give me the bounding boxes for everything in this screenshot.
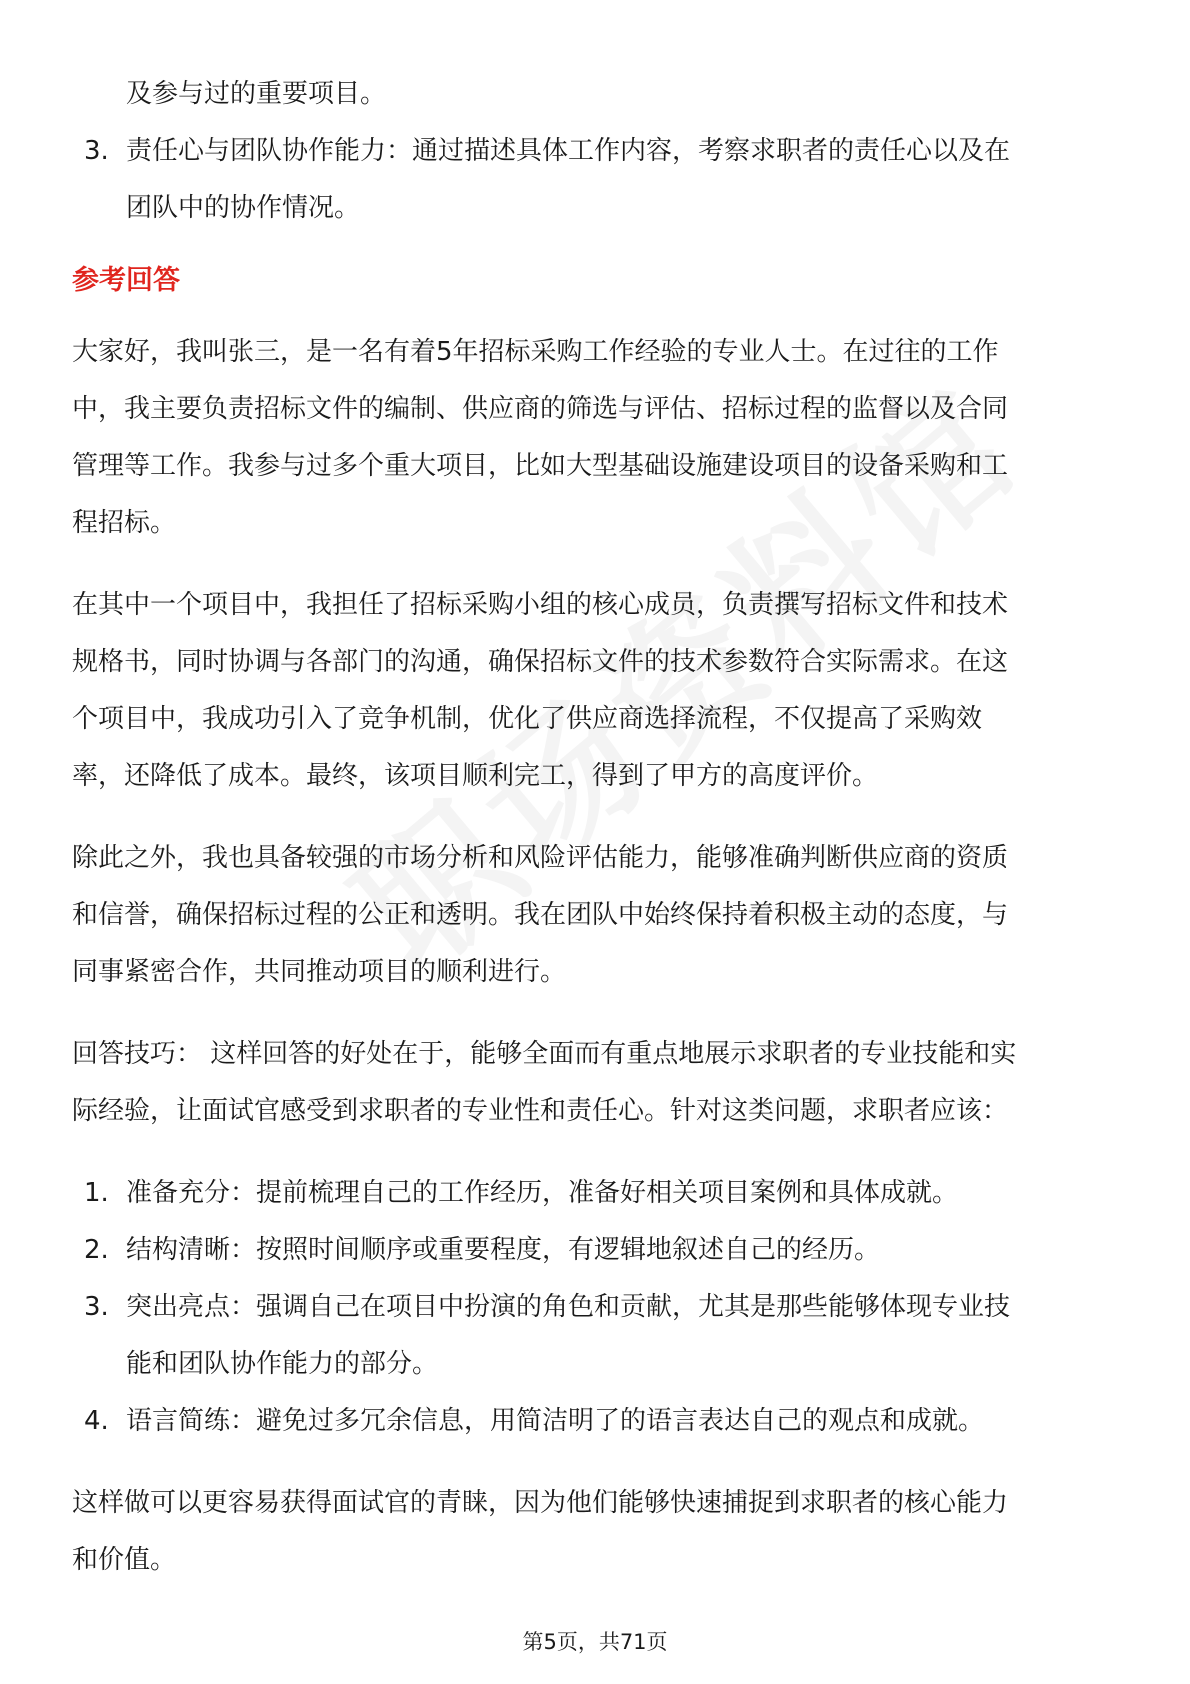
list-number: 3. (84, 136, 109, 166)
paragraph-line: 管理等工作。我参与过多个重大项目，比如大型基础设施建设项目的设备采购和工 (72, 451, 1009, 481)
paragraph-line: 中，我主要负责招标文件的编制、供应商的筛选与评估、招标过程的监督以及合同 (72, 394, 1009, 424)
list-item (72, 1279, 1122, 1393)
list-number: 1. (84, 1178, 109, 1208)
list-item (72, 1165, 1122, 1222)
list-number: 2. (84, 1235, 109, 1265)
answer-paragraph-2 (72, 577, 1122, 805)
page-content (72, 66, 1122, 1589)
list-text-line: 责任心与团队协作能力：通过描述具体工作内容，考察求职者的责任心以及在 (126, 136, 1011, 166)
answer-paragraph-1 (72, 324, 1122, 552)
list-item (72, 1393, 1122, 1450)
paragraph-line: 规格书，同时协调与各部门的沟通，确保招标文件的技术参数符合实际需求。在这 (72, 647, 1009, 677)
answer-paragraph-3 (72, 830, 1122, 1001)
paragraph-line: 回答技巧： 这样回答的好处在于，能够全面而有重点地展示求职者的专业技能和实 (72, 1039, 1017, 1069)
paragraph-line: 率，还降低了成本。最终，该项目顺利完工，得到了甲方的高度评价。 (72, 761, 879, 791)
list-text-line: 语言简练：避免过多冗余信息，用简洁明了的语言表达自己的观点和成就。 (126, 1406, 985, 1436)
section-heading: 参考回答 (72, 265, 180, 296)
paragraph-line: 这样做可以更容易获得面试官的青睐，因为他们能够快速捕捉到求职者的核心能力 (72, 1488, 1009, 1518)
list-text-line: 团队中的协作情况。 (126, 193, 361, 223)
list-number: 4. (84, 1406, 109, 1436)
paragraph-line: 同事紧密合作，共同推动项目的顺利进行。 (72, 957, 567, 987)
paragraph-line: 际经验，让面试官感受到求职者的专业性和责任心。针对这类问题，求职者应该： (72, 1096, 1009, 1126)
paragraph-line: 和价值。 (72, 1545, 177, 1575)
paragraph-line: 大家好，我叫张三，是一名有着5年招标采购工作经验的专业人士。在过往的工作 (72, 337, 999, 367)
list-text-line: 结构清晰：按照时间顺序或重要程度，有逻辑地叙述自己的经历。 (126, 1235, 881, 1265)
list-text-line: 突出亮点：强调自己在项目中扮演的角色和贡献，尤其是那些能够体现专业技 (126, 1292, 1011, 1322)
paragraph-line: 和信誉，确保招标过程的公正和透明。我在团队中始终保持着积极主动的态度，与 (72, 900, 1009, 930)
list-number: 3. (84, 1292, 109, 1322)
list-text-line: 能和团队协作能力的部分。 (126, 1349, 439, 1379)
tips-intro-paragraph (72, 1026, 1122, 1140)
closing-paragraph (72, 1475, 1122, 1589)
criteria-list (72, 66, 1122, 237)
tips-list (72, 1165, 1122, 1450)
list-item (72, 1222, 1122, 1279)
list-text-line: 准备充分：提前梳理自己的工作经历，准备好相关项目案例和具体成就。 (126, 1178, 959, 1208)
paragraph-line: 个项目中，我成功引入了竞争机制，优化了供应商选择流程，不仅提高了采购效 (72, 704, 983, 734)
paragraph-line: 程招标。 (72, 508, 177, 538)
list-item (72, 123, 1122, 237)
paragraph-line: 在其中一个项目中，我担任了招标采购小组的核心成员，负责撰写招标文件和技术 (72, 590, 1009, 620)
page-number-footer: 第5页，共71页 (522, 1630, 668, 1654)
paragraph-line: 除此之外，我也具备较强的市场分析和风险评估能力，能够准确判断供应商的资质 (72, 843, 1009, 873)
list-text-line: 及参与过的重要项目。 (126, 79, 387, 109)
list-item (72, 66, 1122, 123)
